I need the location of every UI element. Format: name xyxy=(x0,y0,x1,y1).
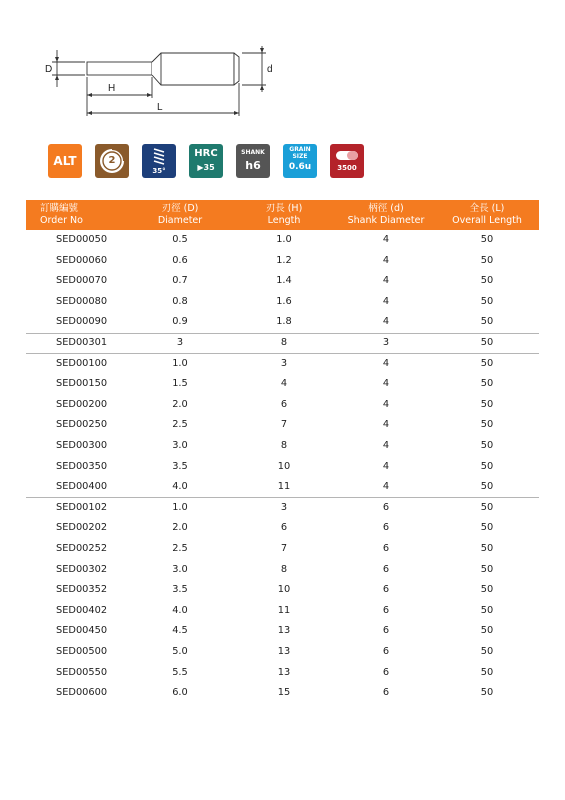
table-row xyxy=(26,518,539,539)
cell-shank-diameter: 4 xyxy=(382,460,390,472)
cell-length: 13 xyxy=(277,646,291,657)
cell-diameter: 2.0 xyxy=(172,398,188,410)
cell-diameter: 3 xyxy=(176,337,184,348)
table-row xyxy=(26,601,539,622)
cell-overall-length: 50 xyxy=(480,378,494,390)
cell-diameter: 3.5 xyxy=(172,584,188,596)
cell-diameter: 5.0 xyxy=(172,646,188,657)
cell-length: 7 xyxy=(280,419,288,431)
cell-shank-diameter: 4 xyxy=(382,419,390,431)
table-row xyxy=(26,271,539,292)
cell-length: 1.2 xyxy=(276,254,292,266)
cell-overall-length: 50 xyxy=(480,295,494,307)
cell-diameter: 5.5 xyxy=(172,666,188,678)
cell-order-no: SED00600 xyxy=(56,687,108,699)
cell-order-no: SED00500 xyxy=(56,646,108,657)
cell-shank-diameter: 4 xyxy=(382,378,390,390)
cell-diameter: 3.0 xyxy=(172,440,188,451)
cell-order-no: SED00450 xyxy=(56,625,108,637)
cell-shank-diameter: 4 xyxy=(382,275,390,287)
table-row xyxy=(26,436,539,457)
table-row xyxy=(26,580,539,601)
table-row xyxy=(26,374,539,395)
cell-shank-diameter: 6 xyxy=(382,584,390,596)
cell-order-no: SED00252 xyxy=(56,543,108,554)
grain-size-icon: GRAIN SIZE 0.6u xyxy=(283,144,317,178)
tool-dimension-diagram xyxy=(40,40,280,120)
cell-shank-diameter: 4 xyxy=(382,357,390,369)
cell-order-no: SED00102 xyxy=(56,501,108,513)
label-L: L xyxy=(157,102,163,113)
cell-order-no: SED00550 xyxy=(56,666,108,678)
cell-length: 6 xyxy=(280,398,288,410)
cell-length: 1.8 xyxy=(276,316,292,328)
cell-order-no: SED00200 xyxy=(56,398,108,410)
cell-order-no: SED00060 xyxy=(56,254,108,266)
cell-overall-length: 50 xyxy=(480,543,494,554)
table-row xyxy=(26,683,539,704)
table-row xyxy=(26,292,539,313)
table-row xyxy=(26,333,539,354)
cell-shank-diameter: 6 xyxy=(382,604,390,616)
group-divider xyxy=(26,333,539,334)
cell-overall-length: 50 xyxy=(480,440,494,451)
cell-diameter: 1.0 xyxy=(172,501,188,513)
table-row xyxy=(26,251,539,272)
cell-overall-length: 50 xyxy=(480,604,494,616)
table-row xyxy=(26,312,539,333)
cell-length: 15 xyxy=(277,687,291,699)
group-divider xyxy=(26,497,539,498)
cell-order-no: SED00300 xyxy=(56,440,108,451)
cell-length: 10 xyxy=(277,584,291,596)
cell-overall-length: 50 xyxy=(480,357,494,369)
cell-order-no: SED00100 xyxy=(56,357,108,369)
cell-order-no: SED00302 xyxy=(56,563,108,575)
cell-shank-diameter: 4 xyxy=(382,254,390,266)
cell-diameter: 3.0 xyxy=(172,563,188,575)
cell-diameter: 0.7 xyxy=(172,275,188,287)
table-row xyxy=(26,457,539,478)
cell-length: 3 xyxy=(280,501,288,513)
cell-shank-diameter: 4 xyxy=(382,234,390,245)
cell-shank-diameter: 6 xyxy=(382,543,390,554)
cell-shank-diameter: 4 xyxy=(382,440,390,451)
table-row xyxy=(26,230,539,251)
shank-icon: SHANK h6 xyxy=(236,144,270,178)
cell-diameter: 2.5 xyxy=(172,543,188,554)
cell-shank-diameter: 4 xyxy=(382,481,390,493)
cell-length: 6 xyxy=(280,522,288,534)
cell-shank-diameter: 6 xyxy=(382,625,390,637)
cell-length: 8 xyxy=(280,337,288,348)
cell-shank-diameter: 6 xyxy=(382,563,390,575)
label-H: H xyxy=(108,83,116,94)
cell-length: 4 xyxy=(280,378,288,390)
cell-length: 13 xyxy=(277,666,291,678)
cell-diameter: 4.0 xyxy=(172,481,188,493)
table-row xyxy=(26,560,539,581)
cell-order-no: SED00402 xyxy=(56,604,108,616)
cell-diameter: 0.9 xyxy=(172,316,188,328)
cell-length: 10 xyxy=(277,460,291,472)
cell-overall-length: 50 xyxy=(480,316,494,328)
table-row xyxy=(26,621,539,642)
cell-diameter: 0.8 xyxy=(172,295,188,307)
cell-overall-length: 50 xyxy=(480,234,494,245)
cell-length: 3 xyxy=(280,357,288,369)
header-shank-diameter: 柄徑 (d) Shank Diameter xyxy=(347,203,425,226)
cell-diameter: 4.5 xyxy=(172,625,188,637)
helix-angle-icon: 35° xyxy=(142,144,176,178)
table-row xyxy=(26,539,539,560)
cell-overall-length: 50 xyxy=(480,584,494,596)
cell-shank-diameter: 6 xyxy=(382,522,390,534)
table-header xyxy=(26,200,539,230)
cell-overall-length: 50 xyxy=(480,625,494,637)
cell-length: 1.6 xyxy=(276,295,292,307)
cell-overall-length: 50 xyxy=(480,254,494,266)
header-overall-length: 全長 (L) Overall Length xyxy=(452,203,522,226)
cell-diameter: 0.6 xyxy=(172,254,188,266)
cell-length: 13 xyxy=(277,625,291,637)
label-D: D xyxy=(45,64,53,75)
cell-overall-length: 50 xyxy=(480,501,494,513)
cell-order-no: SED00400 xyxy=(56,481,108,493)
cell-overall-length: 50 xyxy=(480,646,494,657)
alt-coating-icon: ALT xyxy=(48,144,82,178)
cell-diameter: 2.5 xyxy=(172,419,188,431)
cell-order-no: SED00070 xyxy=(56,275,108,287)
cell-diameter: 3.5 xyxy=(172,460,188,472)
cell-overall-length: 50 xyxy=(480,666,494,678)
cell-diameter: 6.0 xyxy=(172,687,188,699)
cell-shank-diameter: 4 xyxy=(382,316,390,328)
cell-overall-length: 50 xyxy=(480,419,494,431)
cell-order-no: SED00080 xyxy=(56,295,108,307)
cell-order-no: SED00202 xyxy=(56,522,108,534)
cell-overall-length: 50 xyxy=(480,398,494,410)
cell-overall-length: 50 xyxy=(480,275,494,287)
cell-length: 7 xyxy=(280,543,288,554)
hrc-icon: HRC ▶35 xyxy=(189,144,223,178)
cell-order-no: SED00352 xyxy=(56,584,108,596)
cell-shank-diameter: 6 xyxy=(382,666,390,678)
cell-overall-length: 50 xyxy=(480,337,494,348)
table-row xyxy=(26,663,539,684)
two-flute-icon: 2 xyxy=(95,144,129,178)
table-row xyxy=(26,354,539,375)
cell-length: 1.4 xyxy=(276,275,292,287)
header-order-no: 訂購編號 Order No xyxy=(40,203,83,226)
table-row xyxy=(26,498,539,519)
cell-overall-length: 50 xyxy=(480,522,494,534)
cell-diameter: 0.5 xyxy=(172,234,188,245)
label-d: d xyxy=(267,64,273,75)
cell-order-no: SED00301 xyxy=(56,337,108,348)
header-length: 刃長 (H) Length xyxy=(265,203,303,226)
rpm-icon: 3500 xyxy=(330,144,364,178)
cell-overall-length: 50 xyxy=(480,563,494,575)
table-row xyxy=(26,415,539,436)
cell-shank-diameter: 4 xyxy=(382,295,390,307)
table-row xyxy=(26,477,539,498)
cell-order-no: SED00350 xyxy=(56,460,108,472)
cell-overall-length: 50 xyxy=(480,460,494,472)
group-divider xyxy=(26,353,539,354)
cell-shank-diameter: 6 xyxy=(382,687,390,699)
cell-length: 8 xyxy=(280,563,288,575)
cell-diameter: 4.0 xyxy=(172,604,188,616)
cell-shank-diameter: 6 xyxy=(382,646,390,657)
cell-length: 11 xyxy=(277,481,291,493)
header-diameter: 刃徑 (D) Diameter xyxy=(157,203,203,226)
cell-length: 8 xyxy=(280,440,288,451)
table-row xyxy=(26,395,539,416)
cell-length: 11 xyxy=(277,604,291,616)
cell-order-no: SED00250 xyxy=(56,419,108,431)
cell-overall-length: 50 xyxy=(480,687,494,699)
cell-shank-diameter: 4 xyxy=(382,398,390,410)
cell-diameter: 1.0 xyxy=(172,357,188,369)
table-row xyxy=(26,642,539,663)
cell-shank-diameter: 3 xyxy=(382,337,390,348)
cell-order-no: SED00090 xyxy=(56,316,108,328)
cell-length: 1.0 xyxy=(276,234,292,245)
cell-shank-diameter: 6 xyxy=(382,501,390,513)
cell-overall-length: 50 xyxy=(480,481,494,493)
cell-order-no: SED00050 xyxy=(56,234,108,245)
cell-diameter: 2.0 xyxy=(172,522,188,534)
cell-order-no: SED00150 xyxy=(56,378,108,390)
cell-diameter: 1.5 xyxy=(172,378,188,390)
